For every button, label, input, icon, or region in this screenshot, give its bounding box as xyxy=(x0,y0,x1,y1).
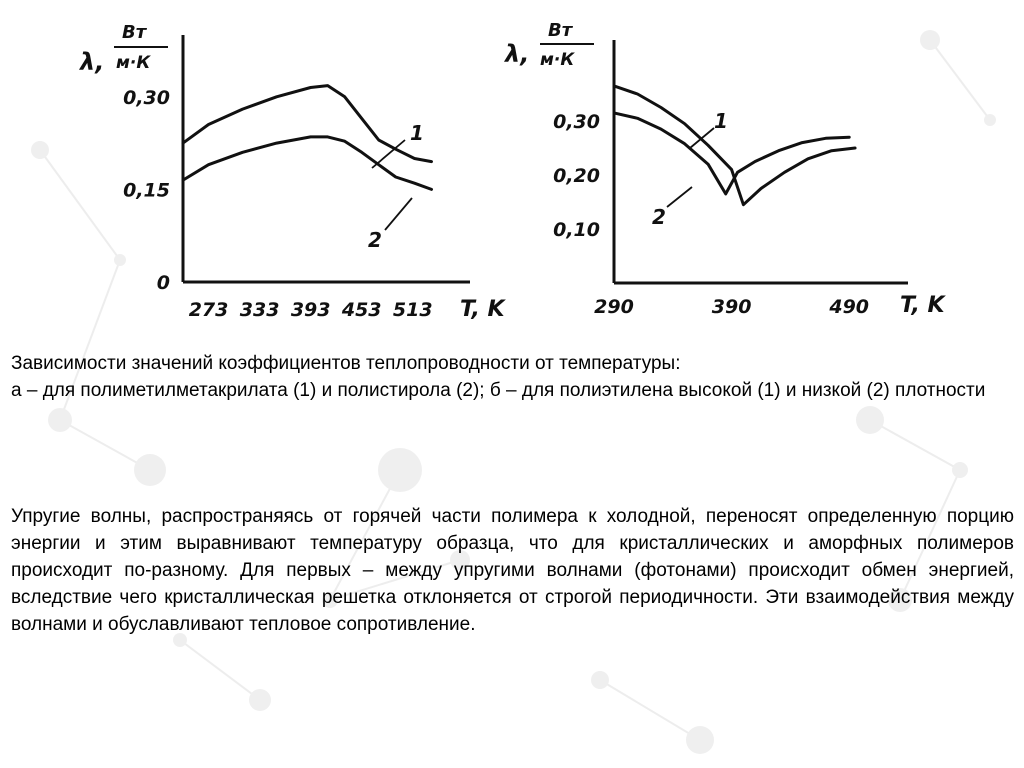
series-1-label: 1 xyxy=(714,109,728,133)
y-tick-label: 0,30 xyxy=(123,86,170,109)
x-tick-label: 393 xyxy=(290,299,331,321)
x-tick-label: 453 xyxy=(341,299,382,321)
x-axis-label: T, K xyxy=(900,293,945,318)
x-tick-label: 273 xyxy=(188,299,229,321)
y-axis-unit-numerator: Вт xyxy=(548,20,573,41)
figure-caption xyxy=(11,350,1014,404)
body-paragraph: Упругие волны, распространяясь от горячей части полимера к холодной, переносят определенную порцию энергии и этим выравнивают температуру образца, что для кристаллических и аморфных полимеров происходит по-разному. Для первых – между упругими волнами (фотонами) происходит обмен энергией, вследствие чего кристаллическая решетка отклоняется от строгой периодичности. Эти взаимодействия между волнами и обуславливают тепловое сопротивление. xyxy=(11,506,1014,635)
series-1-label: 1 xyxy=(410,121,424,145)
y-tick-label: 0 xyxy=(156,272,170,294)
y-axis-unit-denominator: м·К xyxy=(540,50,575,70)
y-axis-symbol: λ, xyxy=(80,48,105,76)
series-2-line xyxy=(183,137,432,190)
caption-description: а – для полиметилметакрилата (1) и полистирола (2); б – для полиэтилена высокой (1) и низкой (2) плотности xyxy=(11,380,986,401)
series-2-leader xyxy=(667,187,692,207)
y-tick-label: 0,15 xyxy=(123,179,170,202)
chart-panel-b xyxy=(503,20,946,318)
series-1-line xyxy=(614,86,855,205)
y-tick-label: 0,10 xyxy=(553,219,600,241)
x-tick-label: 513 xyxy=(392,299,433,321)
x-tick-label: 490 xyxy=(829,296,870,318)
x-tick-label: 333 xyxy=(239,299,280,321)
x-tick-label: 390 xyxy=(711,296,752,318)
x-axis-label: T, K xyxy=(460,297,505,322)
y-axis-unit-numerator: Вт xyxy=(122,22,147,43)
series-2-line xyxy=(614,113,849,194)
y-axis-unit-denominator: м·К xyxy=(116,53,151,73)
y-tick-label: 0,20 xyxy=(553,165,600,187)
y-axis-symbol: λ, xyxy=(505,40,530,68)
caption-title: Зависимости значений коэффициентов теплопроводности от температуры: xyxy=(11,353,681,374)
series-2-label: 2 xyxy=(368,228,382,252)
series-2-label: 2 xyxy=(652,205,666,229)
chart-panel-a xyxy=(78,22,506,322)
x-tick-label: 290 xyxy=(594,296,634,318)
series-2-leader xyxy=(385,198,412,230)
y-tick-label: 0,30 xyxy=(553,111,600,133)
thermal-conductivity-charts xyxy=(0,0,1024,340)
